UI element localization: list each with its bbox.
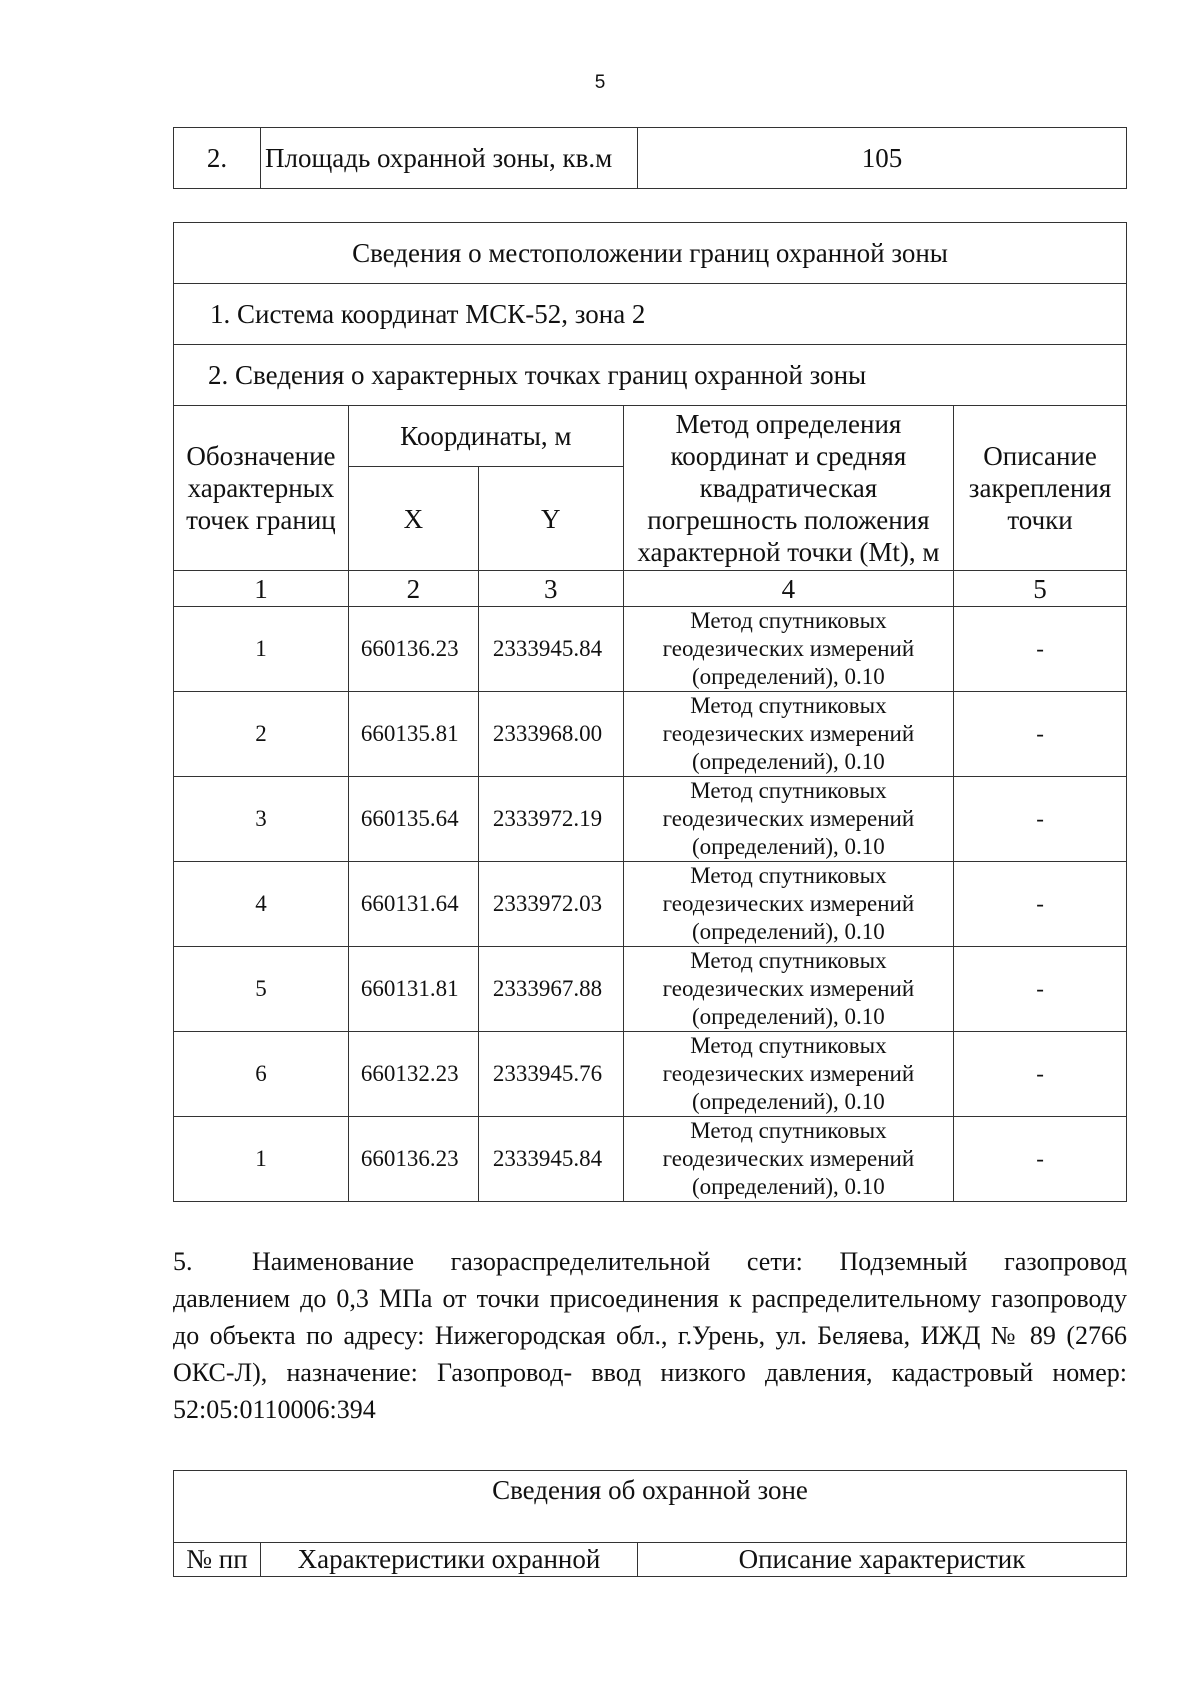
point-y: 2333945.84 — [478, 607, 623, 692]
zone-header-row — [174, 1543, 1127, 1577]
zone-title: Сведения об охранной зоне — [174, 1471, 1127, 1543]
point-method: Метод спутниковых геодезических измерений (определений), 0.10 — [623, 607, 953, 692]
table-row — [174, 777, 1127, 862]
point-x: 660132.23 — [348, 1032, 478, 1117]
header-designation: Обозначение характерных точек границ — [174, 406, 349, 571]
header-method: Метод определения координат и средняя квадратическая погрешность положения характерной точки (Mt), м — [623, 406, 953, 571]
zone-table — [173, 1470, 1127, 1577]
point-description: - — [954, 1117, 1127, 1202]
point-method: Метод спутниковых геодезических измерений (определений), 0.10 — [623, 862, 953, 947]
point-description: - — [954, 777, 1127, 862]
point-x: 660131.64 — [348, 862, 478, 947]
column-number: 5 — [954, 571, 1127, 607]
point-y: 2333945.76 — [478, 1032, 623, 1117]
point-id: 1 — [174, 607, 349, 692]
point-description: - — [954, 692, 1127, 777]
area-table — [173, 127, 1127, 189]
table-row — [174, 692, 1127, 777]
area-row — [174, 128, 1127, 189]
column-number: 2 — [348, 571, 478, 607]
boundary-table — [173, 222, 1127, 1202]
point-description: - — [954, 862, 1127, 947]
zone-title-row — [174, 1471, 1127, 1543]
paragraph-number: 5. — [173, 1247, 193, 1276]
coord-system: 1. Система координат МСК-52, зона 2 — [174, 284, 1127, 345]
header-row-1 — [174, 406, 1127, 467]
point-id: 3 — [174, 777, 349, 862]
column-number: 4 — [623, 571, 953, 607]
point-y: 2333972.03 — [478, 862, 623, 947]
table-row — [174, 607, 1127, 692]
zone-header-characteristics: Характеристики охранной — [261, 1543, 638, 1577]
column-number: 3 — [478, 571, 623, 607]
page-number: 5 — [594, 72, 606, 93]
point-description: - — [954, 607, 1127, 692]
network-paragraph — [173, 1243, 1127, 1428]
point-id: 2 — [174, 692, 349, 777]
header-x: X — [348, 467, 478, 571]
zone-header-number: № пп — [174, 1543, 261, 1577]
point-id: 6 — [174, 1032, 349, 1117]
point-x: 660136.23 — [348, 1117, 478, 1202]
coord-system-row — [174, 284, 1127, 345]
point-method: Метод спутниковых геодезических измерений (определений), 0.10 — [623, 1117, 953, 1202]
area-item-number: 2. — [174, 128, 261, 189]
column-number-row — [174, 571, 1127, 607]
points-title: 2. Сведения о характерных точках границ охранной зоны — [174, 345, 1127, 406]
point-y: 2333968.00 — [478, 692, 623, 777]
table-row — [174, 947, 1127, 1032]
point-x: 660131.81 — [348, 947, 478, 1032]
point-y: 2333967.88 — [478, 947, 623, 1032]
point-description: - — [954, 1032, 1127, 1117]
boundary-title: Сведения о местоположении границ охранной зоны — [174, 223, 1127, 284]
header-description: Описание закрепления точки — [954, 406, 1127, 571]
points-title-row — [174, 345, 1127, 406]
column-number: 1 — [174, 571, 349, 607]
zone-header-description: Описание характеристик — [638, 1543, 1127, 1577]
point-method: Метод спутниковых геодезических измерений (определений), 0.10 — [623, 1032, 953, 1117]
area-label: Площадь охранной зоны, кв.м — [261, 128, 638, 189]
point-method: Метод спутниковых геодезических измерений (определений), 0.10 — [623, 692, 953, 777]
point-x: 660135.81 — [348, 692, 478, 777]
point-id: 5 — [174, 947, 349, 1032]
table-row — [174, 1032, 1127, 1117]
boundary-title-row — [174, 223, 1127, 284]
table-row — [174, 1117, 1127, 1202]
point-x: 660136.23 — [348, 607, 478, 692]
point-x: 660135.64 — [348, 777, 478, 862]
point-y: 2333972.19 — [478, 777, 623, 862]
header-coordinates: Координаты, м — [348, 406, 623, 467]
point-method: Метод спутниковых геодезических измерений (определений), 0.10 — [623, 947, 953, 1032]
point-id: 1 — [174, 1117, 349, 1202]
point-id: 4 — [174, 862, 349, 947]
point-description: - — [954, 947, 1127, 1032]
header-y: Y — [478, 467, 623, 571]
point-y: 2333945.84 — [478, 1117, 623, 1202]
paragraph-text: Наименование газораспределительной сети: Подземный газопровод давлением до 0,3 МПа от точки присоединения к распределительному газопроводу до объекта по адресу: Нижегородская обл., г.Урень, ул. Беляева, ИЖД № 89 (2766 ОКС-Л), назначение: Газопровод- ввод низкого давления, кадастровый номер: 52:05:0110006:394 — [173, 1247, 1127, 1424]
table-row — [174, 862, 1127, 947]
area-value: 105 — [638, 128, 1127, 189]
point-method: Метод спутниковых геодезических измерений (определений), 0.10 — [623, 777, 953, 862]
